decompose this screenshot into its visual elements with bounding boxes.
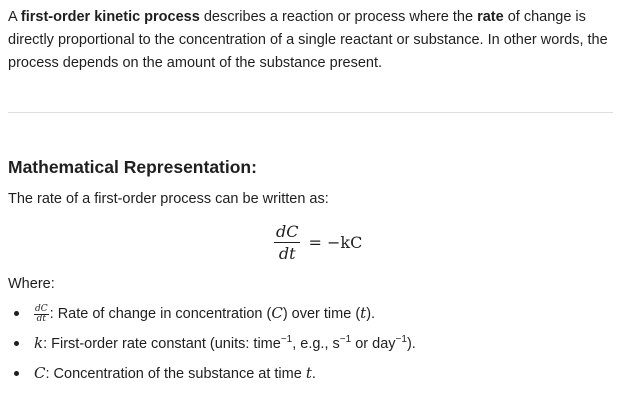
document-page [8,0,614,382]
where-label: Where: [8,276,55,292]
superscript: −1 [280,334,293,345]
bullet-text: or day [351,336,396,352]
math-symbol: t [360,304,367,322]
section-heading: Mathematical Representation: [8,157,257,177]
equation-denominator: dt [278,243,296,263]
intro-text-3: of change is directly proportional to the concentration of a single reactant or substance. In other words, the process depends on the amount of the substance present. [8,9,608,71]
bullet-text: , e.g., s [292,336,340,352]
equation-rhs: = −kC [308,232,363,252]
inline-fraction [34,305,49,324]
math-symbol: k [34,334,44,352]
superscript: −1 [395,334,407,345]
bullet-dot [14,371,19,376]
list-item [8,300,416,330]
math-symbol: t [305,364,312,382]
list-item [8,360,416,390]
section-lead-text: The rate of a first-order process can be written as: [8,191,329,207]
intro-text-1: A [8,9,21,25]
bullet-text: ). [406,336,416,352]
bullet-text: : Rate of change in concentration ( [49,306,272,322]
bullet-text: : First-order rate constant (units: time [43,336,281,352]
math-symbol: C [34,364,46,382]
rate-equation [274,220,362,264]
bullet-text: ) over time ( [282,306,361,322]
bullet-text: : Concentration of the substance at time [45,366,306,382]
intro-bold-rate: rate [477,9,504,25]
bullet-dot [14,341,19,346]
inline-fraction-numerator: dC [35,303,48,314]
definitions-list [8,300,416,390]
superscript: −1 [339,334,352,345]
intro-paragraph [8,0,614,75]
intro-text-2: describes a reaction or process where the [199,9,478,25]
bullet-text: ). [366,306,376,322]
bullet-dot [14,311,19,316]
equation-fraction [274,222,300,263]
bullet-text: . [311,366,316,382]
intro-bold-term: first-order kinetic process [20,9,200,25]
math-symbol: C [271,304,283,322]
list-item [8,330,416,360]
section-divider [8,112,613,113]
equation-numerator: dC [276,221,299,241]
inline-fraction-denominator: dt [36,313,47,324]
